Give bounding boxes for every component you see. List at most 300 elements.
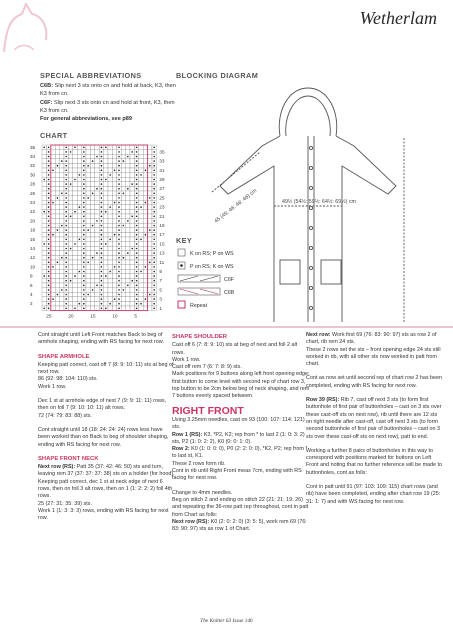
chart-cell (143, 154, 147, 159)
chart-right-row-numbers (159, 149, 165, 310)
purl-dot (87, 229, 89, 231)
chart-cell (51, 182, 55, 187)
chart-cell (55, 154, 59, 159)
chart-cell (112, 163, 116, 168)
purl-dot (79, 206, 81, 208)
chart-cell (73, 297, 77, 302)
purl-dot (123, 225, 125, 227)
chart-cell (112, 191, 116, 196)
purl-dot (153, 211, 155, 213)
chart-cell (51, 205, 55, 210)
purl-dot (101, 303, 103, 305)
chart-cell (73, 251, 77, 256)
purl-dot (118, 289, 120, 291)
chart-cell (55, 145, 59, 150)
purl-dot (83, 275, 85, 277)
col3-para-1 (306, 332, 444, 368)
purl-dot (149, 262, 151, 264)
purl-dot (123, 160, 125, 162)
purl-dot (83, 239, 85, 241)
chart-cell (126, 168, 130, 173)
chart-cell (90, 182, 94, 187)
purl-dot (101, 220, 103, 222)
chart-cell (95, 159, 99, 164)
chart-cell (121, 219, 125, 224)
chart-cell (148, 159, 152, 164)
chart-stitch-number: 25 (46, 313, 52, 319)
purl-dot (136, 193, 138, 195)
chart-cell (121, 251, 125, 256)
purl-dot (83, 243, 85, 245)
purl-dot (65, 275, 67, 277)
column-3 (306, 332, 444, 513)
chart-cell (148, 145, 152, 150)
purl-dot (61, 225, 63, 227)
chart-heading: CHART (40, 131, 68, 140)
chart-row-number: 2 (30, 301, 33, 307)
chart-cell (126, 274, 130, 279)
chart-cell (148, 265, 152, 270)
chart-cell (86, 306, 90, 311)
chart-cell (95, 274, 99, 279)
chart-cell (143, 306, 147, 311)
purl-dot (87, 294, 89, 296)
chart-cell (68, 292, 72, 297)
chart-cell (60, 292, 64, 297)
chart-cell (143, 251, 147, 256)
chart-cell (108, 306, 112, 311)
chart-cell (68, 255, 72, 260)
purl-dot (83, 206, 85, 208)
chart-cell (148, 251, 152, 256)
chart-cell (126, 191, 130, 196)
chart-cell (77, 209, 81, 214)
purl-dot (153, 174, 155, 176)
chart-row-number: 27 (159, 186, 165, 192)
chart-cell (108, 265, 112, 270)
purl-dot (83, 193, 85, 195)
purl-dot (65, 197, 67, 199)
purl-dot (79, 303, 81, 305)
chart-cell (95, 232, 99, 237)
chart-cell (121, 292, 125, 297)
chart-cell (104, 265, 108, 270)
chart-cell (112, 306, 116, 311)
chart-cell (108, 278, 112, 283)
chart-cell (139, 260, 143, 265)
purl-dot (48, 257, 50, 259)
chart-cell (51, 159, 55, 164)
chart-cell (42, 214, 46, 219)
chart-cell (104, 255, 108, 260)
chart-cell (51, 242, 55, 247)
chart-cell (139, 196, 143, 201)
purl-dot (65, 211, 67, 213)
purl-dot (48, 216, 50, 218)
chart-cell (95, 163, 99, 168)
purl-dot (136, 303, 138, 305)
chart-cell (121, 301, 125, 306)
chart-cell (143, 242, 147, 247)
purl-dot (153, 197, 155, 199)
purl-dot (83, 271, 85, 273)
purl-dot (48, 308, 50, 310)
purl-dot (74, 308, 76, 310)
chart-cell (90, 232, 94, 237)
chart-cell (130, 283, 134, 288)
chart-cell (86, 145, 90, 150)
purl-dot (118, 156, 120, 158)
chart-cell (60, 251, 64, 256)
chart-cell (42, 205, 46, 210)
chart-cell (108, 177, 112, 182)
chart-cell (143, 223, 147, 228)
purl-dot (83, 280, 85, 282)
purl-dot (118, 262, 120, 264)
col2-para-4: Change to 4mm needles. Beg on stitch 2 and ending on stitch 22 (21: 21: 19: 26) and repeating the 36-row patt rep throughout, cont in patt from Chart as folls: (172, 489, 309, 518)
col2-row-2-lead: Row 2: (172, 446, 190, 453)
chart-cell (73, 265, 77, 270)
chart-cell (86, 297, 90, 302)
purl-dot (74, 179, 76, 181)
chart-cell (112, 301, 116, 306)
chart-cell (95, 168, 99, 173)
chart-cell (112, 186, 116, 191)
key-c6b-label: C6B (224, 290, 235, 296)
purl-dot (101, 160, 103, 162)
chart-cell (55, 246, 59, 251)
chart-row-number: 8 (30, 273, 33, 279)
purl-dot (65, 183, 67, 185)
purl-dot (65, 151, 67, 153)
purl-dot (136, 156, 138, 158)
abbr-general-note: For general abbreviations, see p89 (40, 116, 133, 123)
purl-dot (140, 174, 142, 176)
purl-dot (149, 165, 151, 167)
chart-cell (73, 182, 77, 187)
cat-logo-icon (0, 0, 60, 60)
purl-dot (74, 275, 76, 277)
chart-cell (73, 301, 77, 306)
purl-dot (83, 151, 85, 153)
purl-dot (118, 271, 120, 273)
purl-dot (145, 234, 147, 236)
chart-cell (73, 237, 77, 242)
purl-dot (118, 243, 120, 245)
chart-cell (90, 196, 94, 201)
chart-stitch-number: 20 (68, 313, 74, 319)
chart-cell (60, 278, 64, 283)
purl-dot (65, 202, 67, 204)
purl-dot (83, 248, 85, 250)
purl-dot (118, 202, 120, 204)
chart-cell (55, 214, 59, 219)
purl-dot (96, 188, 98, 190)
chart-cell (73, 205, 77, 210)
purl-dot (153, 239, 155, 241)
purl-dot (136, 229, 138, 231)
chart-cell (55, 288, 59, 293)
chart-cell (108, 292, 112, 297)
chart-stitch-number: 5 (134, 313, 137, 319)
chart-cell (121, 214, 125, 219)
chart-row-number: 11 (159, 259, 165, 265)
purl-dot (65, 252, 67, 254)
purl-dot (140, 206, 142, 208)
chart-cell (126, 145, 130, 150)
chart-cell (90, 228, 94, 233)
chart-cell (130, 288, 134, 293)
chart-cell (60, 186, 64, 191)
chart-cell (90, 177, 94, 182)
purl-dot (131, 248, 133, 250)
chart-cell (126, 214, 130, 219)
chart-cell (126, 265, 130, 270)
chart-cell (148, 150, 152, 155)
chart-cell (104, 232, 108, 237)
chart-cell (90, 186, 94, 191)
chart-cell (130, 196, 134, 201)
chart-cell (42, 246, 46, 251)
chart-cell (90, 200, 94, 205)
chart-cell (104, 269, 108, 274)
purl-dot (101, 174, 103, 176)
purl-dot (87, 262, 89, 264)
purl-dot (65, 285, 67, 287)
chart-cell (86, 186, 90, 191)
purl-dot (136, 202, 138, 204)
chart-cell (95, 265, 99, 270)
purl-dot (153, 206, 155, 208)
chart-cell (126, 150, 130, 155)
purl-dot (153, 275, 155, 277)
purl-dot (92, 193, 94, 195)
chart-cell (90, 301, 94, 306)
purl-dot (136, 211, 138, 213)
chart-cell (121, 150, 125, 155)
purl-dot (153, 147, 155, 149)
chart-row-number: 7 (159, 278, 162, 284)
purl-dot (74, 243, 76, 245)
chart-cell (77, 260, 81, 265)
chart-cell (55, 232, 59, 237)
chart-cell (73, 232, 77, 237)
chart-cell (121, 200, 125, 205)
sleeve-measure-line (212, 152, 260, 192)
chart-cell (60, 145, 64, 150)
purl-dot (118, 160, 120, 162)
chart-cell (139, 274, 143, 279)
col1-para-6: Keeping patt correct, dec 1 st at neck edge of next 6 rows, then on foll 3 alt rows, then on 1 (1: 2: 2: 2) foll 4th rows. 25 (27: 31: 35: 39) sts. Work 1 (1: 3: 3: 3) rows, ending with RS facing for next row. (38, 478, 173, 522)
chart-cell (77, 163, 81, 168)
purl-dot (48, 197, 50, 199)
chest-measure-label: 49½ (54½: 59½: 64½: 69½) cm (282, 199, 356, 205)
chart-cell (130, 200, 134, 205)
purl-dot (48, 183, 50, 185)
chart-row-number: 19 (159, 223, 165, 228)
purl-dot (79, 239, 81, 241)
chart-cell (86, 278, 90, 283)
chart-cell (77, 246, 81, 251)
chart-cell (42, 237, 46, 242)
purl-dot (92, 160, 94, 162)
purl-dot (48, 151, 50, 153)
chart-cell (51, 163, 55, 168)
chart-cell (60, 246, 64, 251)
column-2 (172, 332, 310, 540)
chart-cell (55, 297, 59, 302)
chart-cell (42, 150, 46, 155)
chart-cell (112, 219, 116, 224)
purl-dot (153, 289, 155, 291)
chart-cell (112, 283, 116, 288)
key-purl-label: P on RS; K on WS (190, 264, 234, 270)
chart-cell (86, 274, 90, 279)
chart-cell (86, 219, 90, 224)
purl-dot (131, 151, 133, 153)
chart-cell (121, 242, 125, 247)
chart-cell (90, 246, 94, 251)
chart-cell (126, 177, 130, 182)
chart-cell (139, 232, 143, 237)
chart-cell (95, 260, 99, 265)
chart-cell (68, 301, 72, 306)
chart-cell (51, 154, 55, 159)
purl-dot (101, 225, 103, 227)
purl-dot (70, 183, 72, 185)
chart-row-number: 23 (159, 204, 165, 210)
chart-cell (139, 191, 143, 196)
chart-cell (77, 159, 81, 164)
purl-dot (118, 170, 120, 172)
purl-dot (136, 285, 138, 287)
purl-dot (136, 266, 138, 268)
col3-row-39 (306, 397, 444, 441)
chart-cell (68, 232, 72, 237)
purl-dot (48, 266, 50, 268)
chart-cell (104, 301, 108, 306)
purl-dot (136, 147, 138, 149)
purl-dot (114, 202, 116, 204)
purl-dot (83, 285, 85, 287)
chart-cell (143, 196, 147, 201)
chart-cell (55, 191, 59, 196)
chart-cell (90, 251, 94, 256)
purl-dot (136, 188, 138, 190)
chart-cell (130, 255, 134, 260)
purl-dot (149, 197, 151, 199)
purl-dot (83, 262, 85, 264)
chart-cell (104, 283, 108, 288)
chart-cell (77, 196, 81, 201)
chart-cell (73, 200, 77, 205)
purl-dot (140, 303, 142, 305)
chart-cell (126, 232, 130, 237)
chart-cell (148, 283, 152, 288)
purl-dot (48, 170, 50, 172)
chart-cell (104, 182, 108, 187)
chart-cell (42, 269, 46, 274)
chart-cell (68, 269, 72, 274)
chart-cell (95, 288, 99, 293)
chart-cell (108, 182, 112, 187)
purl-dot (48, 294, 50, 296)
chart-row-number: 24 (30, 200, 36, 205)
chart-cell (55, 209, 59, 214)
chart-cell (55, 186, 59, 191)
chart-cell (55, 219, 59, 224)
chart-cell (77, 255, 81, 260)
chart-stitch-number: 10 (112, 313, 118, 319)
chart-cell (108, 214, 112, 219)
purl-dot (83, 188, 85, 190)
purl-dot (153, 170, 155, 172)
chart-cell (112, 260, 116, 265)
chart-cell (55, 173, 59, 178)
chart-cell (139, 297, 143, 302)
purl-dot (101, 243, 103, 245)
purl-dot (101, 229, 103, 231)
chart-cell (104, 292, 108, 297)
chart-cell (68, 154, 72, 159)
purl-dot (101, 188, 103, 190)
chart-cell (51, 237, 55, 242)
chart-cell (68, 177, 72, 182)
chart-row-number: 36 (30, 144, 36, 150)
purl-dot (70, 216, 72, 218)
chart-cell (130, 186, 134, 191)
chart-cell (86, 150, 90, 155)
chart-cell (108, 223, 112, 228)
purl-dot (43, 243, 45, 245)
col1-para-5-lead: Next row (RS): (38, 464, 76, 471)
chart-cell (73, 196, 77, 201)
chart-cell (42, 255, 46, 260)
purl-dot (101, 156, 103, 158)
chart-cell (139, 246, 143, 251)
chart-cell (121, 278, 125, 283)
col1-para-5-text: Patt 35 (37: 42: 46: 50) sts and turn, leaving rem 37 (37: 37: 37: 38) sts on a holder (for hood). (38, 464, 175, 478)
chart-cell (60, 297, 64, 302)
purl-dot (43, 211, 45, 213)
chart-cell (108, 159, 112, 164)
chart-cell (90, 237, 94, 242)
chart-cell (126, 292, 130, 297)
col1-para-3: Dec 1 st at armhole edge of next 7 (9: 9: 11: 11) rows, then on foll 7 (9: 10: 10: 11) alt rows. 72 (74: 79: 83: 88) sts. (38, 398, 167, 419)
chart-cell (130, 269, 134, 274)
purl-dot (101, 294, 103, 296)
purl-dot (65, 303, 67, 305)
abbr-c6b (40, 82, 178, 99)
sleeve-measure-label: 45 (45: 46: 46: 46) cm (213, 187, 259, 225)
purl-dot (153, 298, 155, 300)
heading-shape-front-neck: SHAPE FRONT NECK (38, 455, 99, 462)
chart-cell (51, 274, 55, 279)
col3-para-2: Cont as now set until second rep of chart row 2 has been completed, ending with RS facing for next row. (306, 375, 443, 389)
chart-cell (60, 177, 64, 182)
chart-cell (121, 260, 125, 265)
chart-cell (130, 274, 134, 279)
chart-cell (51, 228, 55, 233)
chart-cell (60, 269, 64, 274)
chart-cell (86, 159, 90, 164)
purl-dot (92, 225, 94, 227)
purl-dot (65, 289, 67, 291)
chart-row-number: 17 (159, 232, 165, 238)
chart-cell (86, 209, 90, 214)
chart-cell (68, 288, 72, 293)
chart-cell (112, 237, 116, 242)
